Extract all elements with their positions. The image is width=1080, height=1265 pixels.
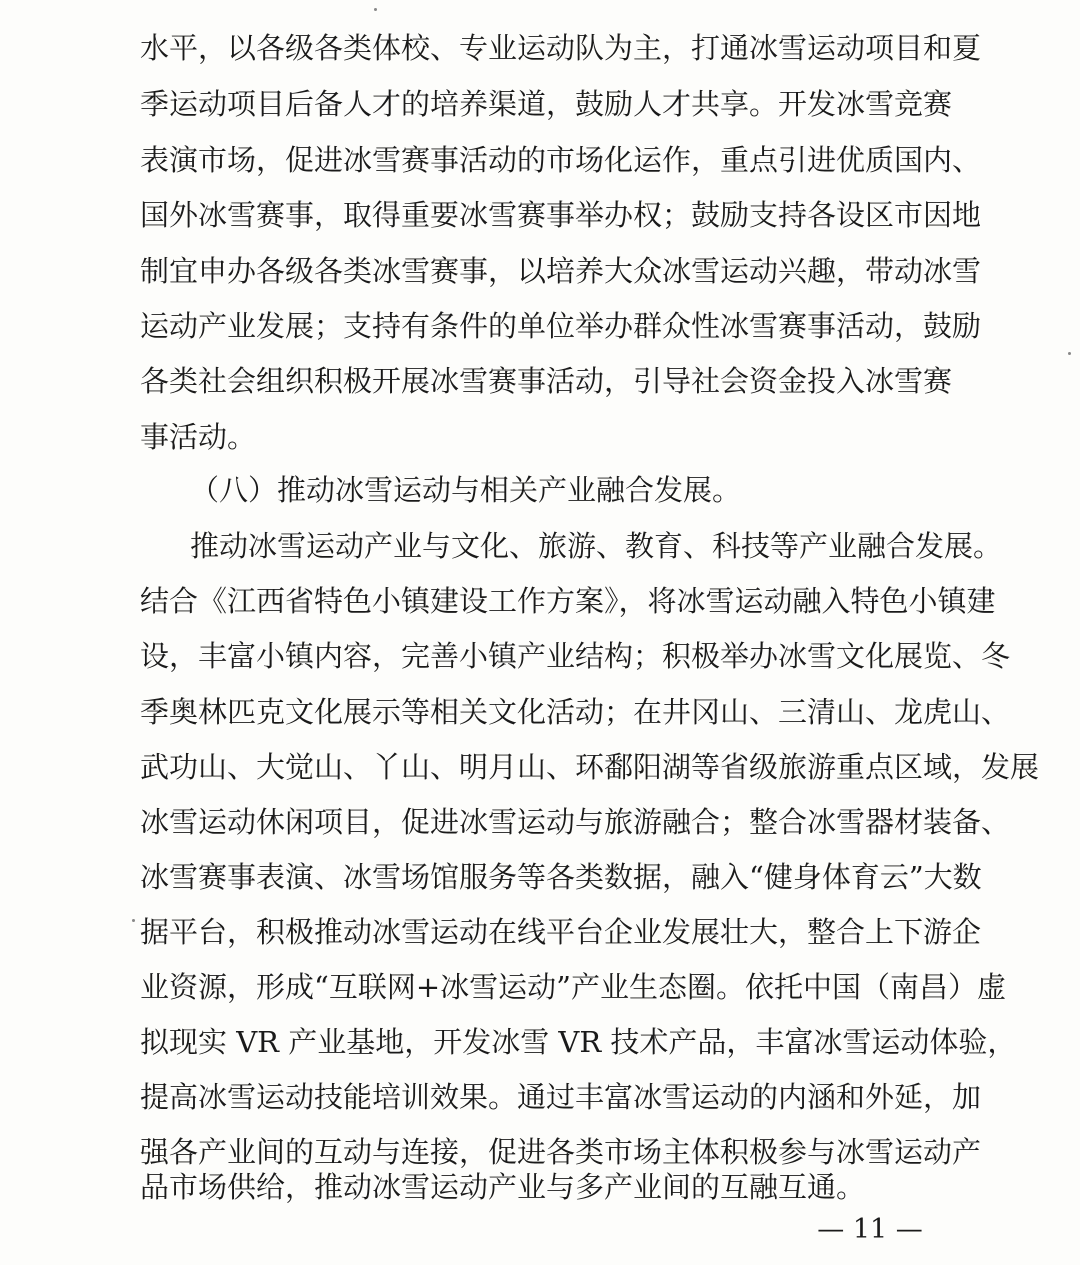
text-line: 季奥林匹克文化展示等相关文化活动；在井冈山、三清山、龙虎山、 xyxy=(140,695,1011,729)
text-line: 武功山、大觉山、丫山、明月山、环鄱阳湖等省级旅游重点区域，发展 xyxy=(140,750,1040,784)
text-line: 表演市场，促进冰雪赛事活动的市场化运作，重点引进优质国内、 xyxy=(140,143,982,177)
text-line: 季运动项目后备人才的培养渠道，鼓励人才共享。开发冰雪竞赛 xyxy=(140,87,953,121)
text-line: 水平，以各级各类体校、专业运动队为主，打通冰雪运动项目和夏 xyxy=(140,31,982,65)
text-line: 国外冰雪赛事，取得重要冰雪赛事举办权；鼓励支持各设区市因地 xyxy=(140,198,982,232)
text-line: 设，丰富小镇内容，完善小镇产业结构；积极举办冰雪文化展览、冬 xyxy=(140,639,1011,673)
scan-speck xyxy=(374,8,377,11)
page-number: — 11 — xyxy=(817,1214,923,1245)
text-line: 拟现实 VR 产业基地，开发冰雪 VR 技术产品，丰富冰雪运动体验， xyxy=(140,1025,1017,1059)
text-line: 制宜申办各级各类冰雪赛事，以培养大众冰雪运动兴趣，带动冰雪 xyxy=(140,254,982,288)
text-line: 结合《江西省特色小镇建设工作方案》，将冰雪运动融入特色小镇建 xyxy=(140,584,996,618)
text-line: 各类社会组织积极开展冰雪赛事活动，引导社会资金投入冰雪赛 xyxy=(140,364,953,398)
text-line: 据平台，积极推动冰雪运动在线平台企业发展壮大，整合上下游企 xyxy=(140,915,982,949)
text-line: 运动产业发展；支持有条件的单位举办群众性冰雪赛事活动，鼓励 xyxy=(140,309,982,343)
text-line: 品市场供给，推动冰雪运动产业与多产业间的互融互通。 xyxy=(140,1170,866,1204)
text-line: 强各产业间的互动与连接，促进各类市场主体积极参与冰雪运动产 xyxy=(140,1135,982,1169)
paragraph-first-line: 推动冰雪运动产业与文化、旅游、教育、科技等产业融合发展。 xyxy=(190,529,1003,563)
text-line: 提高冰雪运动技能培训效果。通过丰富冰雪运动的内涵和外延，加 xyxy=(140,1080,982,1114)
scan-speck xyxy=(1068,352,1071,355)
scan-speck xyxy=(132,919,135,922)
text-line: 冰雪赛事表演、冰雪场馆服务等各类数据，融入“健身体育云”大数 xyxy=(140,860,982,894)
text-line: 业资源，形成“互联网+冰雪运动”产业生态圈。依托中国（南昌）虚 xyxy=(140,970,1006,1004)
section-heading: （八）推动冰雪运动与相关产业融合发展。 xyxy=(190,473,742,507)
text-line: 事活动。 xyxy=(140,420,257,454)
text-line: 冰雪运动休闲项目，促进冰雪运动与旅游融合；整合冰雪器材装备、 xyxy=(140,805,1011,839)
